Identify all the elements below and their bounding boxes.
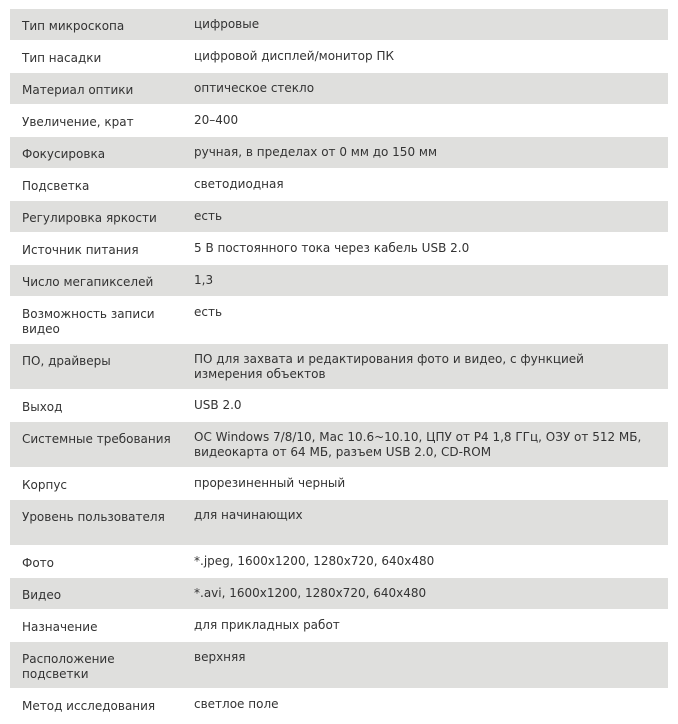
spec-value: для прикладных работ <box>194 618 340 632</box>
spec-value: цифровые <box>194 17 260 31</box>
spec-value: цифровой дисплей/монитор ПК <box>194 49 394 63</box>
spec-value: оптическое стекло <box>194 81 315 95</box>
spec-value: ручная, в пределах от 0 мм до 150 мм <box>194 145 437 159</box>
spec-value: светлое поле <box>194 697 279 711</box>
spec-row-megapixels <box>10 265 668 297</box>
spec-label: Фокусировка <box>22 147 106 161</box>
spec-value: ПО для захвата и редактирования фото и видео, с функцией измерения объектов <box>194 352 584 381</box>
spec-row-brightness-control <box>10 201 668 233</box>
spec-value: *.jpeg, 1600x1200, 1280x720, 640x480 <box>194 554 435 568</box>
spec-row-magnification <box>10 105 668 137</box>
spec-label: Метод исследования <box>22 699 156 713</box>
spec-value: 5 В постоянного тока через кабель USB 2.0 <box>194 241 470 255</box>
spec-label: Расположение подсветки <box>22 652 115 681</box>
spec-row-housing <box>10 468 668 500</box>
spec-value: *.avi, 1600x1200, 1280x720, 640x480 <box>194 586 427 600</box>
spec-value: прорезиненный черный <box>194 476 346 490</box>
spec-value: есть <box>194 209 223 223</box>
spec-row-research-method <box>10 689 668 721</box>
spec-label: Корпус <box>22 478 68 492</box>
spec-label: Тип насадки <box>22 51 102 65</box>
spec-value: для начинающих <box>194 508 303 522</box>
spec-value: светодиодная <box>194 177 284 191</box>
spec-label: Число мегапикселей <box>22 275 154 289</box>
spec-label: Системные требования <box>22 432 171 446</box>
spec-label: Фото <box>22 556 55 570</box>
spec-row-optics-material <box>10 73 668 105</box>
spec-value: ОС Windows 7/8/10, Mac 10.6~10.10, ЦПУ от P4 1,8 ГГц, ОЗУ от 512 МБ, видеокарта от 64 МБ, разъем USB 2.0, CD-ROM <box>194 430 642 459</box>
spec-row-purpose <box>10 610 668 642</box>
spec-row-power-source <box>10 233 668 265</box>
spec-row-user-level <box>10 500 668 546</box>
spec-value: верхняя <box>194 650 246 664</box>
spec-row-system-requirements <box>10 422 668 468</box>
spec-label: Источник питания <box>22 243 139 257</box>
spec-value: 20–400 <box>194 113 239 127</box>
spec-row-illumination <box>10 169 668 201</box>
spec-row-attachment-type <box>10 41 668 73</box>
spec-label: Материал оптики <box>22 83 134 97</box>
spec-row-video-recording <box>10 297 668 344</box>
spec-value: USB 2.0 <box>194 398 242 412</box>
spec-label: Возможность записи видео <box>22 307 155 336</box>
spec-label: Увеличение, крат <box>22 115 134 129</box>
spec-value: 1,3 <box>194 273 214 287</box>
spec-label: Подсветка <box>22 179 90 193</box>
spec-label: Назначение <box>22 620 98 634</box>
spec-row-illumination-position <box>10 642 668 689</box>
spec-label: Видео <box>22 588 62 602</box>
spec-label: ПО, драйверы <box>22 354 111 368</box>
spec-row-focus <box>10 137 668 169</box>
spec-label: Регулировка яркости <box>22 211 157 225</box>
spec-value: есть <box>194 305 223 319</box>
spec-row-software <box>10 344 668 390</box>
spec-label: Уровень пользователя <box>22 510 165 524</box>
spec-row-output <box>10 390 668 422</box>
specifications-table <box>10 9 668 721</box>
spec-label: Выход <box>22 400 63 414</box>
spec-row-microscope-type <box>10 9 668 41</box>
spec-row-video <box>10 578 668 610</box>
spec-label: Тип микроскопа <box>22 19 125 33</box>
spec-row-photo <box>10 546 668 578</box>
